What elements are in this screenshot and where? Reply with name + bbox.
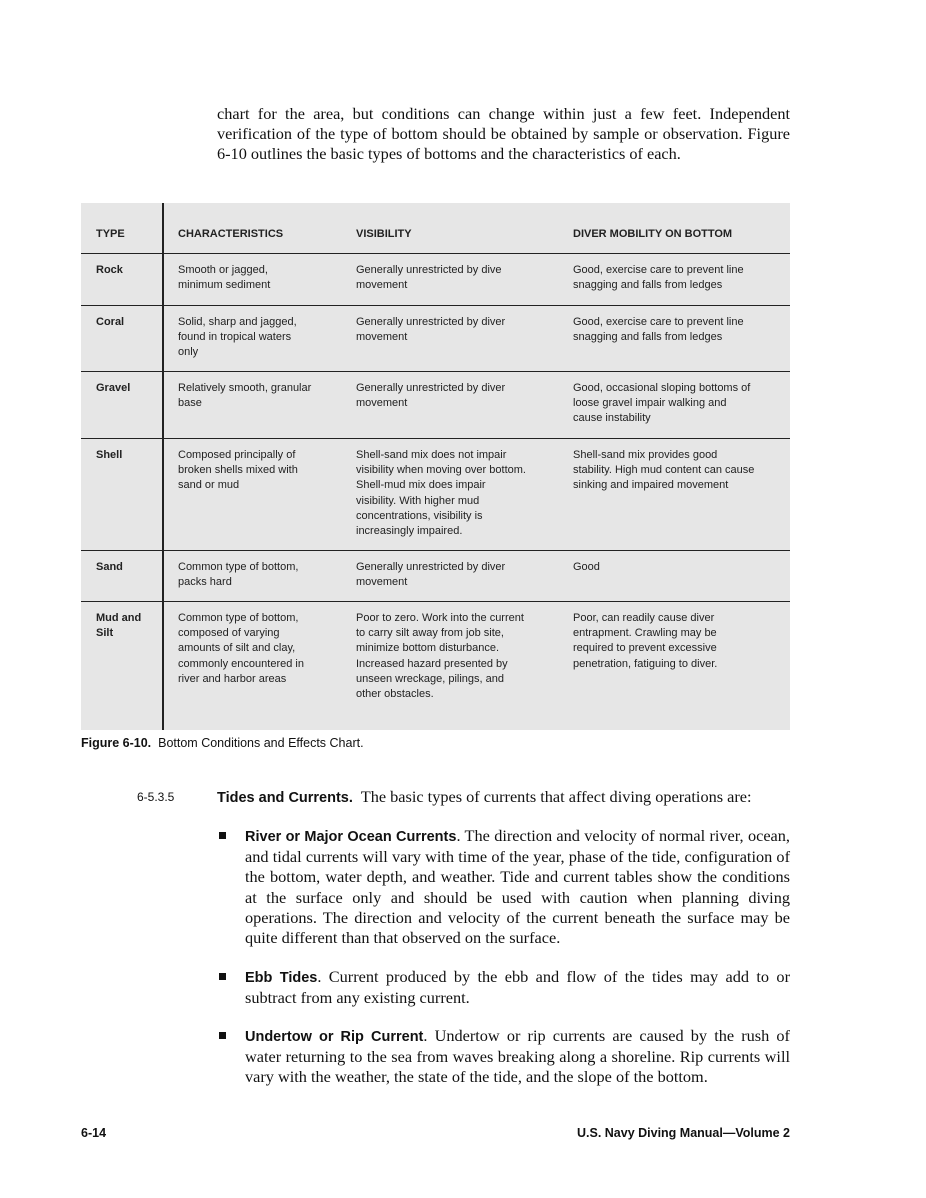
table-row [81,254,790,306]
section-heading [217,787,790,808]
cell-visibility: Shell-sand mix does not impair visibility when moving over bottom. Shell-mud mix does impair visibility. With higher mud concentrations, visibility is increasingly impaired. [356,449,526,538]
bullet-item [217,967,790,1008]
cell-mobility: Good, exercise care to prevent line snagging and falls from ledges [573,264,744,292]
bullet-item [217,1026,790,1088]
cell-visibility: Generally unrestricted by diver movement [356,561,506,589]
table-row [81,372,790,439]
column-divider [162,203,164,730]
footer-title: U.S. Navy Diving Manual—Volume 2 [576,1126,790,1140]
bottom-conditions-table [81,203,790,730]
header-mobility: DIVER MOBILITY ON BOTTOM [573,228,733,240]
bullet-square-icon [219,973,226,980]
bullet-title: Ebb Tides [245,970,318,986]
table-row [81,439,790,551]
cell-characteristics: Relatively smooth, granular base [178,382,312,410]
section-text: The basic types of currents that affect diving operations are: [360,787,752,806]
cell-characteristics: Common type of bottom, composed of varying amounts of silt and clay, commonly encountered in river and harbor areas [178,612,304,685]
cell-characteristics: Common type of bottom, packs hard [178,561,299,589]
cell-type: Shell [96,449,123,461]
cell-mobility: Good [573,561,600,573]
bullet-text: . Current produced by the ebb and flow of the tides may add to or subtract from any existing current. [245,967,790,1008]
cell-type: Gravel [96,382,131,394]
cell-mobility: Poor, can readily cause diver entrapment. Crawling may be required to prevent excessive penetration, fatiguing to diver. [573,612,718,670]
cell-type: Mud and Silt [96,612,142,640]
figure-caption [81,736,364,750]
cell-characteristics: Composed principally of broken shells mixed with sand or mud [178,449,298,492]
header-type: TYPE [96,228,125,240]
table-row [81,602,790,730]
table-row [81,306,790,372]
cell-mobility: Good, exercise care to prevent line snagging and falls from ledges [573,316,744,344]
page-number: 6-14 [81,1126,107,1140]
cell-visibility: Generally unrestricted by dive movement [356,264,502,292]
cell-characteristics: Smooth or jagged, minimum sediment [178,264,271,292]
header-visibility: VISIBILITY [356,228,412,240]
bullet-square-icon [219,1032,226,1039]
table-header-row [81,203,790,254]
bullet-title: Undertow or Rip Current [245,1029,424,1045]
section-number: 6-5.3.5 [137,790,175,804]
intro-paragraph: chart for the area, but conditions can change within just a few feet. Independent verification of the type of bottom should be obtained by sample or observation. Figure 6-10 outlines the basic types of bottoms and the characteristics of each. [217,104,790,164]
caption-label: Figure 6-10. [81,736,152,750]
bullet-title: River or Major Ocean Currents [245,829,457,845]
caption-text: Bottom Conditions and Effects Chart. [158,736,364,750]
cell-mobility: Shell-sand mix provides good stability. High mud content can cause sinking and impaired movement [573,449,755,492]
table-row [81,551,790,602]
cell-characteristics: Solid, sharp and jagged, found in tropical waters only [178,316,297,359]
cell-mobility: Good, occasional sloping bottoms of loose gravel impair walking and cause instability [573,382,751,425]
bullet-square-icon [219,832,226,839]
cell-visibility: Generally unrestricted by diver movement [356,382,506,410]
bullet-text: . Undertow or rip currents are caused by the rush of water returning to the sea from waves breaking along a shoreline. Rip currents will vary with the weather, the state of the tide, and the slope of the bottom. [245,1026,790,1087]
cell-visibility: Poor to zero. Work into the current to carry silt away from job site, minimize bottom disturbance. Increased hazard presented by unseen wreckage, pilings, and other obstacles. [356,612,524,701]
cell-type: Coral [96,316,125,328]
header-characteristics: CHARACTERISTICS [178,228,284,240]
cell-type: Sand [96,561,123,573]
cell-visibility: Generally unrestricted by diver movement [356,316,506,344]
bullet-text: . The direction and velocity of normal river, ocean, and tidal currents will vary with time of the year, phase of the tide, configuration of the bottom, water depth, and weather. Tide and current tables show the conditions at the surface only and should be used with caution when planning diving operations. The direction and velocity of the current beneath the surface may be quite different than that observed on the surface. [245,826,790,948]
bullet-item [217,826,790,948]
section-title: Tides and Currents. [217,790,353,806]
cell-type: Rock [96,264,123,276]
